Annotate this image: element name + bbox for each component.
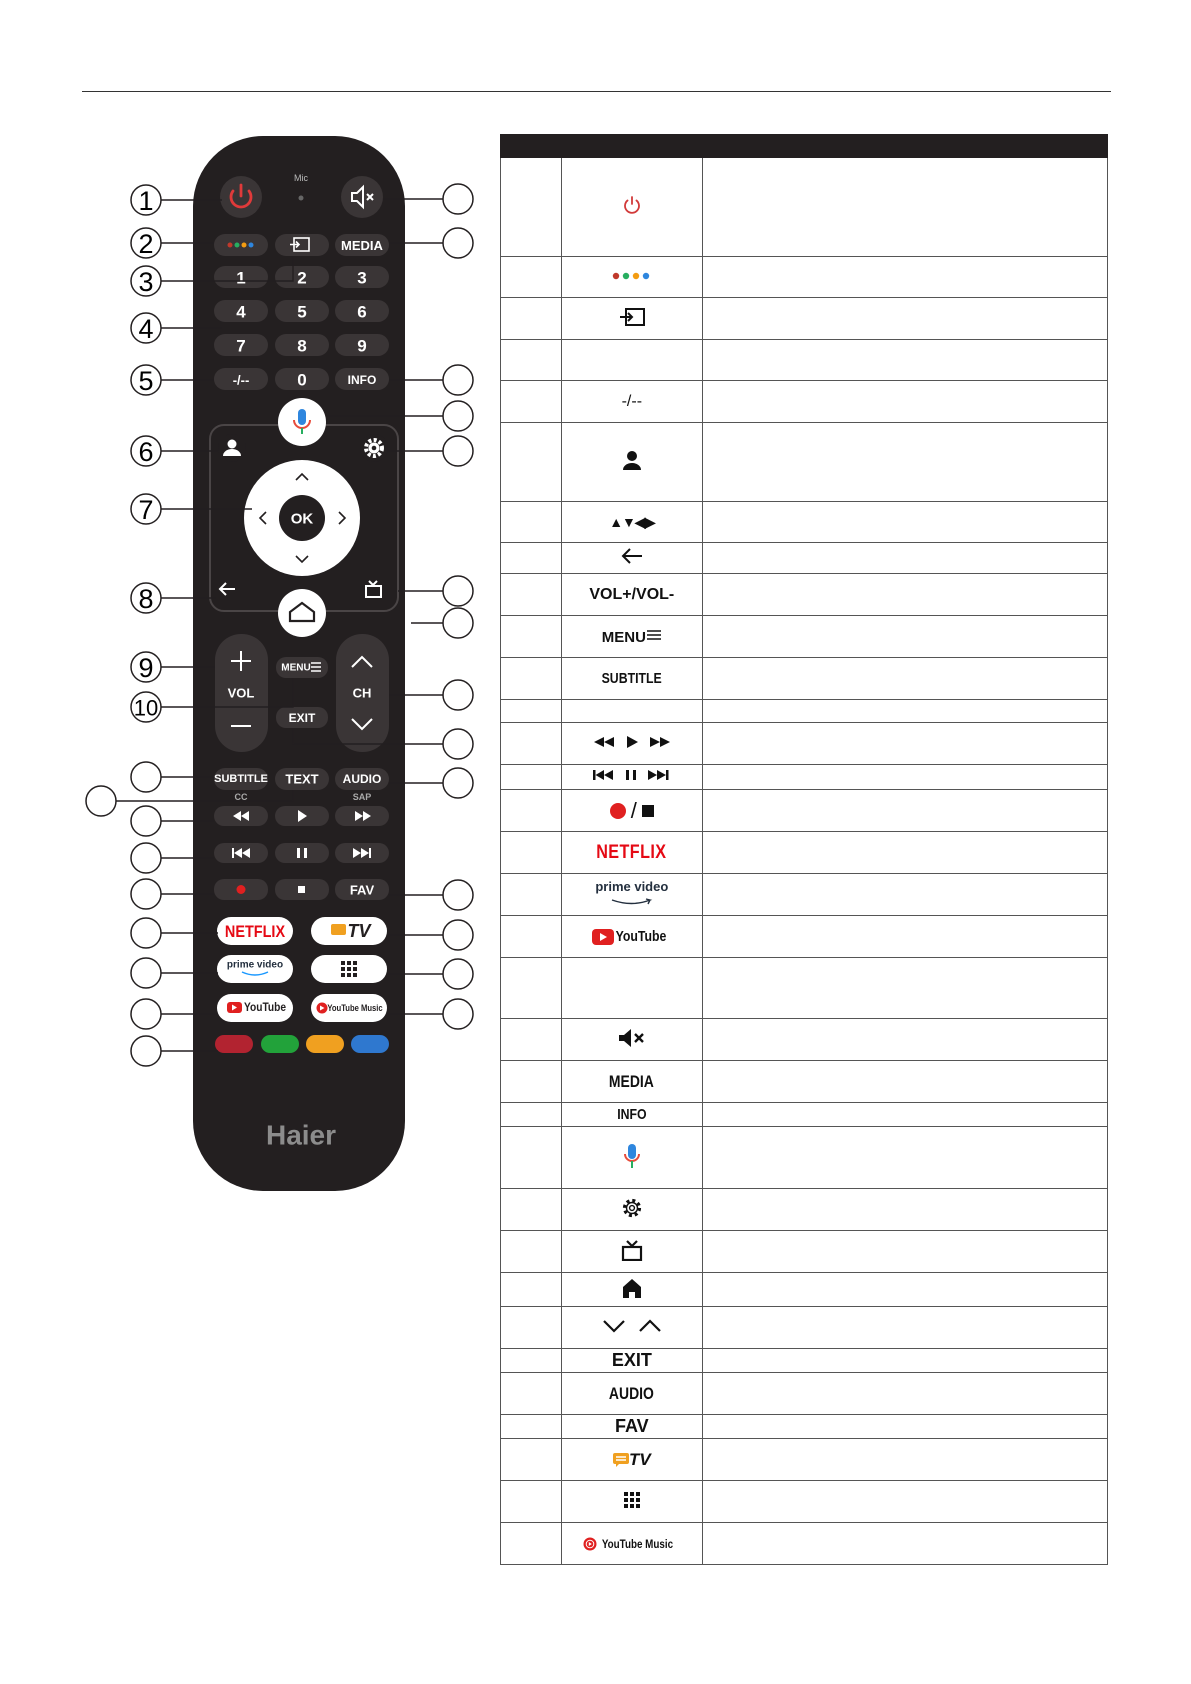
svg-text:AUDIO: AUDIO (342, 772, 382, 786)
next-button[interactable] (335, 843, 389, 863)
subtitle-button[interactable] (214, 768, 268, 790)
record-stop-separator: / (630, 797, 637, 823)
callout-blank (443, 959, 473, 989)
free-tv-logo: TV (628, 1449, 651, 1469)
stop-button[interactable] (275, 879, 329, 900)
table-row (501, 723, 1108, 765)
callout-8 (131, 583, 161, 614)
table-row (501, 574, 1108, 616)
svg-text:8: 8 (138, 584, 154, 614)
settings-gear-icon (621, 1197, 643, 1219)
svg-text:7: 7 (138, 495, 154, 525)
callout-blank (443, 401, 473, 431)
table-row (501, 765, 1108, 790)
callout-1 (131, 185, 161, 216)
callout-blank (443, 880, 473, 910)
input-source-icon (618, 307, 646, 327)
mic-hole (299, 196, 304, 201)
table-row (501, 1231, 1108, 1273)
prime-video-logo: prime video (595, 878, 669, 894)
num-4-button[interactable] (214, 300, 268, 322)
table-row (501, 874, 1108, 916)
callout-blank (443, 680, 473, 710)
fav-label: FAV (614, 1416, 649, 1436)
channel-arrows-icon (602, 1318, 662, 1334)
live-tv-button[interactable] (356, 578, 390, 600)
table-row (501, 1307, 1108, 1349)
svg-text:2: 2 (297, 268, 307, 288)
svg-text:EXIT: EXIT (288, 711, 316, 725)
stop-icon (298, 886, 305, 893)
svg-text:VOL: VOL (227, 685, 255, 701)
table-row (501, 543, 1108, 574)
callout-blank (131, 999, 161, 1029)
callout-blank (131, 918, 161, 948)
table-row (501, 1415, 1108, 1439)
svg-text:6: 6 (138, 437, 154, 467)
text-button[interactable] (275, 768, 329, 790)
remote-illustration (0, 0, 500, 1200)
table-row (501, 1103, 1108, 1127)
table-row (501, 1439, 1108, 1481)
media-label: MEDIA (609, 1071, 655, 1091)
prime-video-button[interactable] (217, 955, 293, 983)
stop-icon (641, 804, 655, 818)
playback-icon (592, 735, 672, 749)
apps-grid-icon (623, 1491, 641, 1509)
home-button[interactable] (278, 589, 326, 637)
table-row (501, 658, 1108, 700)
table-header-row (501, 135, 1108, 158)
num-8-button[interactable] (275, 334, 329, 356)
brand-logo: Haier (265, 1119, 337, 1151)
num-5-button[interactable] (275, 300, 329, 322)
callout-blank (131, 1036, 161, 1066)
netflix-logo: NETFLIX (596, 841, 667, 863)
table-row (501, 1481, 1108, 1523)
svg-text:FAV: FAV (349, 882, 375, 898)
svg-text:9: 9 (138, 653, 154, 683)
svg-text:6: 6 (357, 302, 367, 322)
voice-button[interactable] (278, 398, 326, 446)
callout-blank (131, 879, 161, 909)
settings-button[interactable] (360, 434, 388, 462)
callout-blank (443, 729, 473, 759)
callout-blank (86, 786, 116, 816)
callout-blank (443, 436, 473, 466)
num-0-button[interactable] (275, 368, 329, 390)
audio-label: AUDIO (609, 1383, 655, 1403)
live-tv-icon (621, 1239, 643, 1261)
callout-blank (443, 576, 473, 606)
callout-blank (443, 608, 473, 638)
svg-text:CH: CH (352, 685, 372, 701)
exit-button[interactable] (276, 707, 328, 728)
callout-6 (131, 436, 161, 467)
table-row (501, 298, 1108, 340)
callout-10 (131, 692, 161, 722)
callout-blank (443, 768, 473, 798)
youtube-music-logo: YouTube Music (327, 1002, 383, 1014)
svg-text:10: 10 (133, 695, 159, 721)
svg-text:1: 1 (236, 268, 246, 288)
callout-blank (443, 365, 473, 395)
exit-label: EXIT (611, 1350, 652, 1370)
dash-button[interactable] (214, 368, 268, 390)
svg-text:MENU: MENU (281, 662, 311, 674)
num-7-button[interactable] (214, 334, 268, 356)
callout-blank (443, 228, 473, 258)
apps-grid-icon (341, 961, 357, 977)
mute-icon (617, 1028, 647, 1048)
free-tv-button[interactable] (311, 917, 387, 945)
google-dots-icon (610, 270, 654, 282)
red-key-button[interactable] (215, 1035, 253, 1053)
callout-blank (131, 762, 161, 792)
svg-text:4: 4 (236, 302, 246, 322)
tv-chat-icon (613, 1453, 629, 1467)
fast-forward-button[interactable] (335, 806, 389, 826)
channel-rocker[interactable] (336, 634, 389, 752)
table-row (501, 832, 1108, 874)
table-row (501, 1127, 1108, 1189)
num-9-button[interactable] (335, 334, 389, 356)
previous-button[interactable] (214, 843, 268, 863)
prime-smile-icon (610, 898, 654, 906)
table-row (501, 790, 1108, 832)
table-row (501, 381, 1108, 423)
svg-text:8: 8 (297, 336, 307, 356)
google-assistant-button[interactable] (214, 234, 268, 256)
callout-blank (131, 806, 161, 836)
free-tv-logo: TV (347, 921, 371, 941)
back-button[interactable] (216, 578, 250, 600)
svg-text:9: 9 (357, 336, 367, 356)
table-row (501, 423, 1108, 502)
netflix-button[interactable] (217, 917, 293, 945)
svg-text:5: 5 (297, 302, 307, 322)
youtube-logo: YouTube (615, 928, 667, 946)
callout-blank (443, 999, 473, 1029)
youtube-music-logo: YouTube Music (601, 1537, 673, 1552)
mute-button[interactable] (341, 176, 383, 218)
callout-5 (131, 365, 161, 396)
profile-button[interactable] (218, 434, 246, 462)
svg-text:INFO: INFO (347, 373, 377, 387)
svg-text:TEXT: TEXT (285, 771, 319, 787)
menu-icon (646, 628, 662, 642)
yellow-key-button[interactable] (306, 1035, 344, 1053)
subtitle-label: SUBTITLE (601, 670, 662, 687)
green-key-button[interactable] (261, 1035, 299, 1053)
svg-text:0: 0 (297, 370, 307, 390)
table-row (501, 916, 1108, 958)
key-function-table (500, 134, 1108, 1565)
callout-blank (131, 843, 161, 873)
prime-video-logo: prime video (226, 959, 284, 971)
svg-text:SUBTITLE: SUBTITLE (214, 773, 268, 785)
table-row (501, 340, 1108, 381)
svg-text:MEDIA: MEDIA (341, 238, 383, 253)
sap-label: SAP (352, 792, 372, 802)
youtube-music-button[interactable] (311, 994, 387, 1022)
menu-label: MENU (601, 628, 646, 646)
pause-button[interactable] (275, 843, 329, 863)
record-button[interactable] (214, 879, 268, 900)
fav-button[interactable] (335, 879, 389, 900)
rewind-button[interactable] (214, 806, 268, 826)
svg-text:7: 7 (236, 336, 246, 356)
callout-blank (131, 958, 161, 988)
power-icon (621, 194, 643, 216)
info-label: INFO (617, 1106, 647, 1123)
mic-icon (622, 1142, 642, 1170)
num-1-button[interactable] (214, 266, 268, 288)
svg-text:1: 1 (138, 186, 154, 216)
table-row (501, 1273, 1108, 1307)
table-row (501, 1189, 1108, 1231)
vol-label: VOL+/VOL- (589, 585, 675, 603)
blue-key-button[interactable] (351, 1035, 389, 1053)
table-row (501, 616, 1108, 658)
svg-text:3: 3 (138, 267, 154, 297)
menu-button[interactable] (276, 657, 328, 678)
svg-text:2: 2 (138, 229, 154, 259)
mic-label: Mic (294, 173, 308, 183)
apps-button[interactable] (311, 955, 387, 983)
play-button[interactable] (275, 806, 329, 826)
profile-icon (621, 449, 643, 471)
tv-chat-icon (331, 924, 346, 935)
back-arrow-icon (620, 547, 644, 565)
record-icon (609, 802, 627, 820)
svg-text:4: 4 (138, 314, 154, 344)
volume-rocker[interactable] (215, 634, 268, 752)
table-row (501, 1061, 1108, 1103)
svg-text:-/--: -/-- (232, 372, 250, 388)
audio-button[interactable] (335, 768, 389, 790)
callout-7 (131, 494, 161, 525)
media-button[interactable] (335, 234, 389, 256)
info-button[interactable] (335, 368, 389, 390)
callout-blank (443, 184, 473, 214)
youtube-music-icon (583, 1537, 597, 1551)
callout-3 (131, 266, 161, 297)
input-button[interactable] (275, 234, 329, 256)
svg-text:OK: OK (290, 510, 314, 528)
table-row (501, 958, 1108, 1019)
table-row (501, 502, 1108, 543)
callout-9 (131, 652, 161, 683)
callout-4 (131, 313, 161, 344)
num-6-button[interactable] (335, 300, 389, 322)
ok-button[interactable] (279, 495, 325, 541)
num-3-button[interactable] (335, 266, 389, 288)
netflix-logo: NETFLIX (224, 922, 286, 942)
skip-pause-icon (592, 768, 672, 782)
callout-2 (131, 228, 161, 259)
num-2-button[interactable] (275, 266, 329, 288)
table-row (501, 1349, 1108, 1373)
table-row (501, 700, 1108, 723)
table-row (501, 1523, 1108, 1565)
table-row (501, 257, 1108, 298)
arrows-icon: ▲▼◀▶ (609, 513, 655, 530)
dash-label: -/-- (621, 392, 643, 410)
callout-blank (443, 920, 473, 950)
svg-text:3: 3 (357, 268, 367, 288)
table-row (501, 1019, 1108, 1061)
youtube-logo: YouTube (243, 1001, 287, 1015)
table-row (501, 158, 1108, 257)
svg-text:5: 5 (138, 366, 154, 396)
home-icon (622, 1277, 642, 1299)
power-button[interactable] (220, 176, 262, 218)
youtube-button[interactable] (217, 994, 293, 1022)
cc-label: CC (234, 792, 248, 802)
youtube-play-icon (592, 929, 614, 945)
record-icon (237, 885, 246, 894)
table-row (501, 1373, 1108, 1415)
